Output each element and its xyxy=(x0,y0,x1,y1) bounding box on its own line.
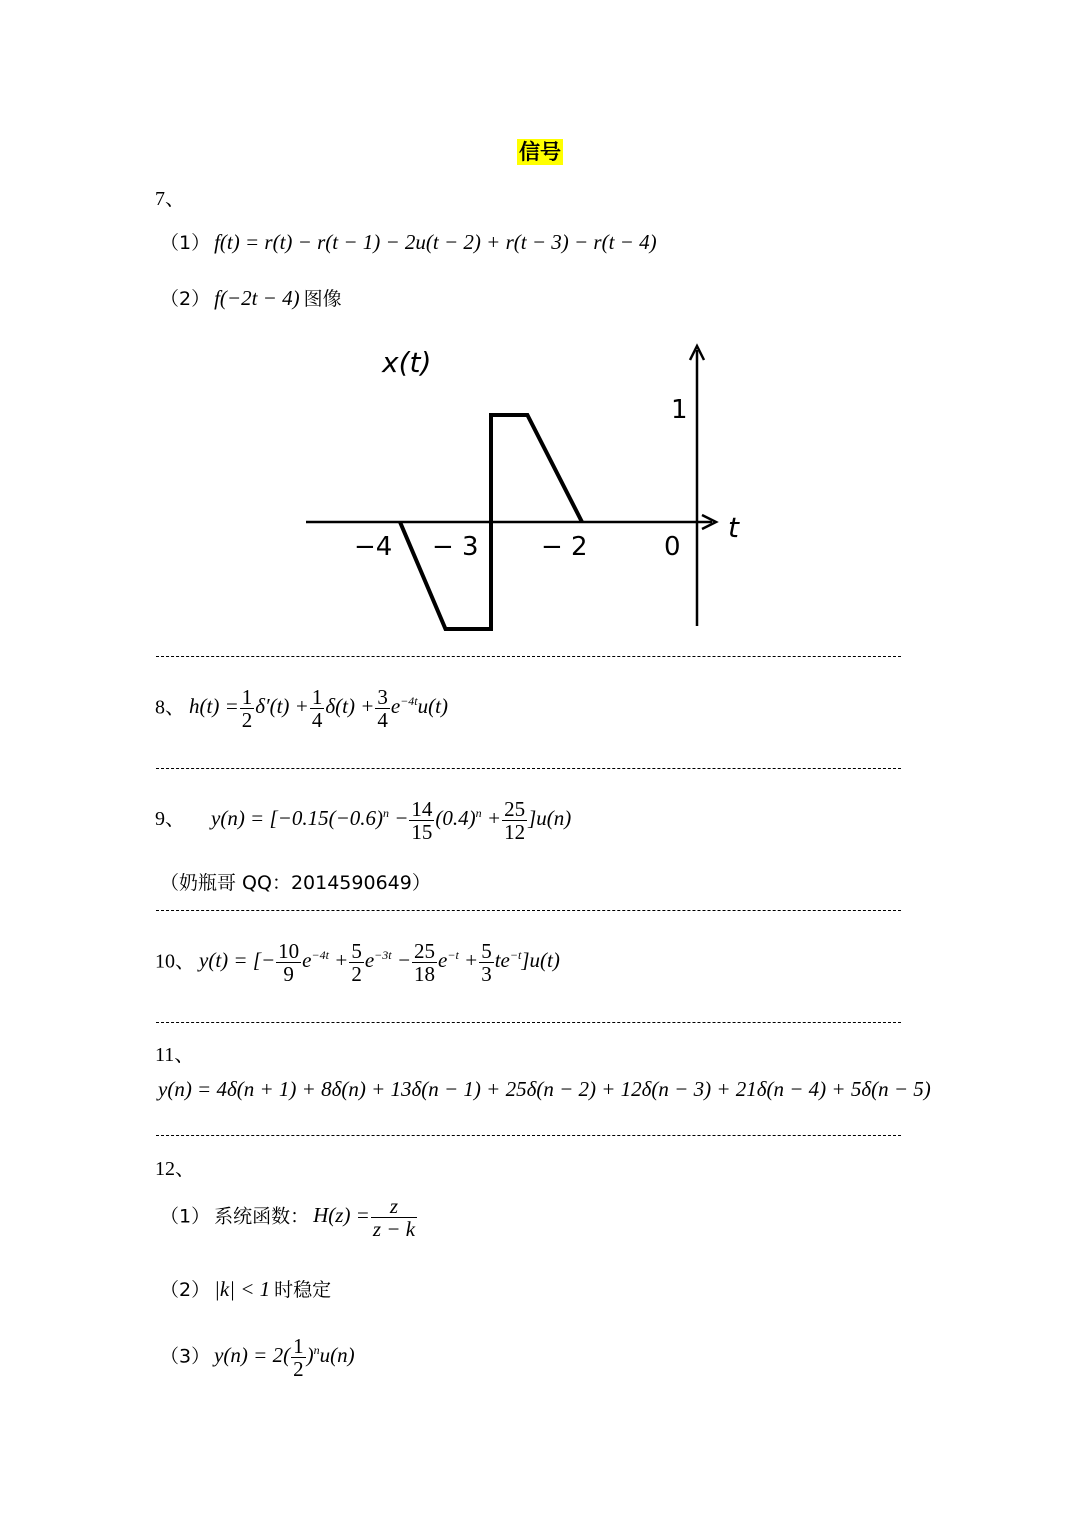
q10-op2: − xyxy=(391,948,412,973)
q10-s2: −3t xyxy=(374,948,392,963)
x-tick-1: − 3 xyxy=(432,532,479,562)
x-tick-0: −4 xyxy=(354,532,393,562)
q9-f1-den: 15 xyxy=(411,820,433,844)
q8-f2-den: 4 xyxy=(311,708,323,732)
q12-p2-label: （2） xyxy=(160,1279,211,1301)
q12-part3 xyxy=(160,1335,355,1380)
q10-tail: ]u(t) xyxy=(521,948,560,973)
q12-part1 xyxy=(160,1195,418,1240)
q8-term3-sup: −4t xyxy=(400,694,418,709)
signal-graph xyxy=(0,0,1080,660)
q9-minus: − xyxy=(388,806,409,831)
q12-p1-formula xyxy=(313,1194,418,1241)
q9-label: 9、 xyxy=(155,808,185,831)
q12-p2-formula: |k| < 1 xyxy=(214,1277,271,1301)
q7-p2-text: 图像 xyxy=(303,288,342,310)
q10-e1: e xyxy=(302,948,312,973)
q7-p1-formula: f(t) = r(t) − r(t − 1) − 2u(t − 2) + r(t − 3) − r(t − 4) xyxy=(214,230,657,254)
title-highlight: 信号 xyxy=(519,140,561,164)
q12-p2-text: 时稳定 xyxy=(274,1279,332,1301)
q10-f3-num: 25 xyxy=(414,939,436,963)
q10-s4: −t xyxy=(509,948,522,963)
divider xyxy=(156,656,901,657)
q12-p3-label: （3） xyxy=(160,1345,211,1368)
q9-sup2: n xyxy=(475,806,482,821)
y-tick-1: 1 xyxy=(671,395,688,425)
q10-e2: e xyxy=(364,948,375,973)
q10-f3-den: 18 xyxy=(414,962,436,986)
q8-f1-den: 2 xyxy=(241,708,253,732)
q8-f1-num: 1 xyxy=(241,685,253,709)
q10-f2-den: 2 xyxy=(351,962,362,986)
q8-term2: δ(t) + xyxy=(325,694,375,719)
q10-lhs: y(t) = [− xyxy=(199,948,276,973)
q9-sup1: n xyxy=(382,806,389,821)
q9-term2: ]u(n) xyxy=(528,806,572,831)
q10-op1: + xyxy=(328,948,349,973)
divider xyxy=(156,768,901,769)
x-tick-3: 0 xyxy=(664,532,681,562)
q12-p3-den: 2 xyxy=(293,1357,304,1381)
divider xyxy=(156,910,901,911)
q7-p2-label: （2） xyxy=(160,288,211,310)
q10-f1-num: 10 xyxy=(278,939,300,963)
q10-f1-den: 9 xyxy=(283,962,294,986)
q12-p1-text: 系统函数： xyxy=(214,1205,310,1228)
q10-e3: e xyxy=(438,948,448,973)
q9-lhs: y(n) = [−0.15(−0.6) xyxy=(211,806,383,831)
q7-p1-label: （1） xyxy=(160,232,211,254)
q12-p1-lhs: H(z) = xyxy=(313,1203,370,1228)
q10-e4: te xyxy=(494,948,510,973)
q12-p1-label: （1） xyxy=(160,1205,211,1228)
q7-label: 7、 xyxy=(155,188,185,210)
x-tick-2: − 2 xyxy=(541,532,588,562)
q12-p3-sup: n xyxy=(313,1343,320,1358)
q12-part2 xyxy=(160,1275,331,1302)
q10-f2-num: 5 xyxy=(351,939,362,963)
q12-label: 12、 xyxy=(155,1158,195,1180)
q8-f2-num: 1 xyxy=(311,685,323,709)
q12-p3-rparen: ) xyxy=(306,1343,314,1368)
q10-f4-den: 3 xyxy=(481,962,492,986)
q8-term1: δ′(t) + xyxy=(255,694,309,719)
q8-term3b: u(t) xyxy=(417,694,448,719)
q7-p2-formula: f(−2t − 4) xyxy=(214,286,300,310)
q12-p3-formula xyxy=(214,1334,355,1381)
divider xyxy=(156,1135,901,1136)
q12-p1-num: z xyxy=(371,1195,417,1218)
q10-s3: −t xyxy=(447,948,459,963)
q8-label: 8、 xyxy=(155,696,185,719)
q9 xyxy=(155,798,571,843)
y-axis-label: x(t) xyxy=(382,346,432,379)
q9-term1: (0.4) xyxy=(435,806,476,831)
q10-formula xyxy=(199,939,560,986)
q10-s1: −4t xyxy=(311,948,329,963)
q8-f3-den: 4 xyxy=(377,708,388,732)
q9-f2-den: 12 xyxy=(504,820,526,844)
q12-p1-den: z − k xyxy=(372,1217,416,1241)
q8-term3: e xyxy=(390,694,401,719)
q8 xyxy=(155,686,448,731)
q12-p3-lhs: y(n) = 2( xyxy=(214,1343,291,1368)
divider xyxy=(156,1022,901,1023)
q9-plus: + xyxy=(481,806,502,831)
q10 xyxy=(155,940,560,985)
q8-lhs: h(t) = xyxy=(189,694,239,719)
q12-p3-tail: u(n) xyxy=(319,1343,355,1368)
q9-formula xyxy=(211,797,572,844)
x-axis-label: t xyxy=(728,511,739,544)
q10-label: 10、 xyxy=(155,950,195,973)
q9-note: （奶瓶哥 QQ：2014590649） xyxy=(160,872,431,894)
q9-f2-num: 25 xyxy=(504,797,526,821)
q10-f4-num: 5 xyxy=(481,939,492,963)
q11-formula: y(n) = 4δ(n + 1) + 8δ(n) + 13δ(n − 1) + 25δ(n − 2) + 12δ(n − 3) + 21δ(n − 4) + 5δ(n − 5) xyxy=(158,1077,931,1101)
q11-label: 11、 xyxy=(155,1044,195,1066)
q10-op3: + xyxy=(458,948,479,973)
q8-formula xyxy=(189,685,448,732)
q8-f3-num: 3 xyxy=(377,685,388,709)
q12-p3-num: 1 xyxy=(293,1334,304,1358)
q9-f1-num: 14 xyxy=(411,797,433,821)
